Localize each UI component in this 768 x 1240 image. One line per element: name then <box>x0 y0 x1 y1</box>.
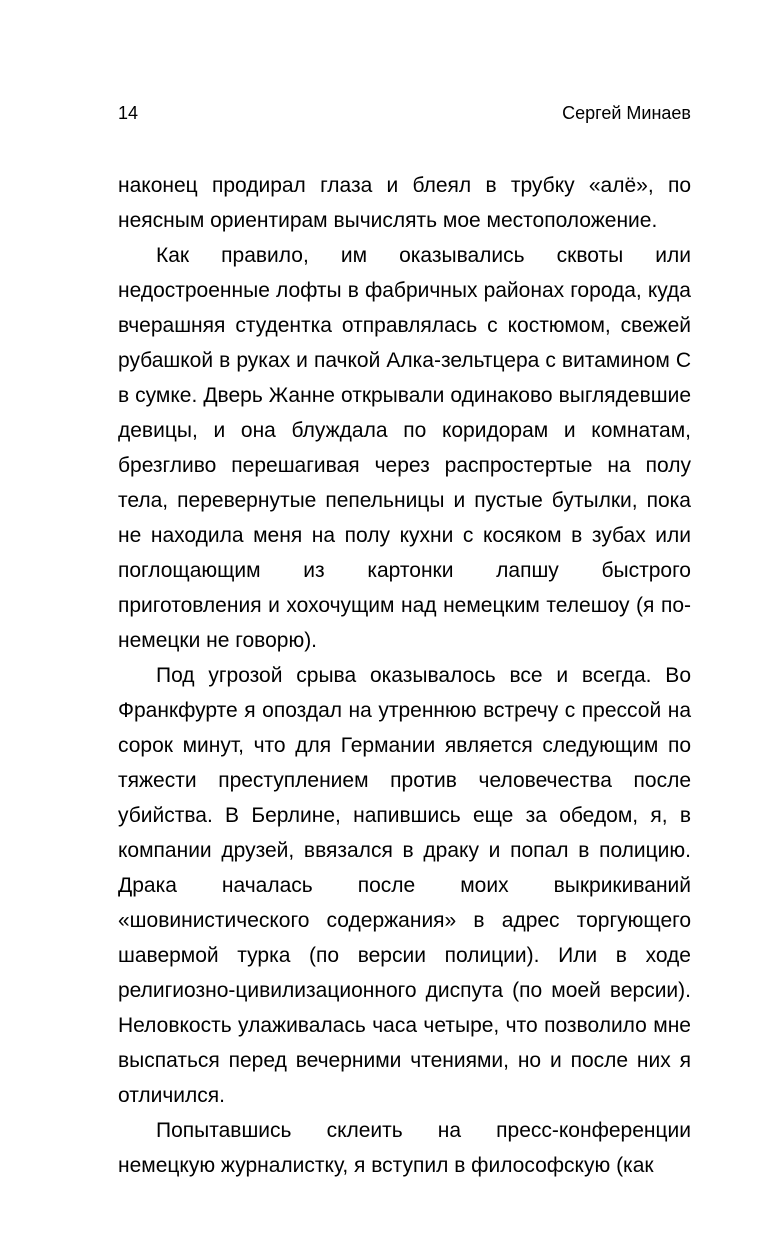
paragraph: Под угрозой срыва оказывалось все и всегда. Во Франкфурте я опоздал на утреннюю встречу с прессой на сорок минут, что для Германии является следующим по тяжести преступлением против человечества после убийства. В Берлине, напившись еще за обедом, я, в компании друзей, ввязался в драку и попал в полицию. Драка началась после моих выкрикиваний «шовинистического содержания» в адрес торгующего шавермой турка (по версии полиции). Или в ходе религиозно-цивилизационного диспута (по моей версии). Неловкость улаживалась часа четыре, что позволило мне выспаться перед вечерними чтениями, но и после них я отличился. <box>118 664 691 1107</box>
running-head <box>118 100 691 126</box>
running-head-author: Сергей Минаев <box>562 103 691 123</box>
page-number: 14 <box>118 103 139 123</box>
paragraph: Попытавшись склеить на пресс-конференции немецкую журналистку, я вступил в философскую (как <box>118 1119 691 1177</box>
paragraph-continued: наконец продирал глаза и блеял в трубку «алё», по неясным ориентирам вычислять мое местоположение. <box>118 174 691 232</box>
paragraph: Как правило, им оказывались сквоты или недостроенные лофты в фабричных районах города, куда вчерашняя студентка отправлялась с костюмом, свежей рубашкой в руках и пачкой Алка-зельтцера с витамином С в сумке. Дверь Жанне открывали одинаково выглядевшие девицы, и она блуждала по коридорам и комнатам, брезгливо перешагивая через распростертые на полу тела, перевернутые пепельницы и пустые бутылки, пока не находила меня на полу кухни с косяком в зубах или поглощающим из картонки лапшу быстрого приготовления и хохочущим над немецким телешоу (я по-немецки не говорю). <box>118 244 691 652</box>
body-text <box>118 168 691 1183</box>
